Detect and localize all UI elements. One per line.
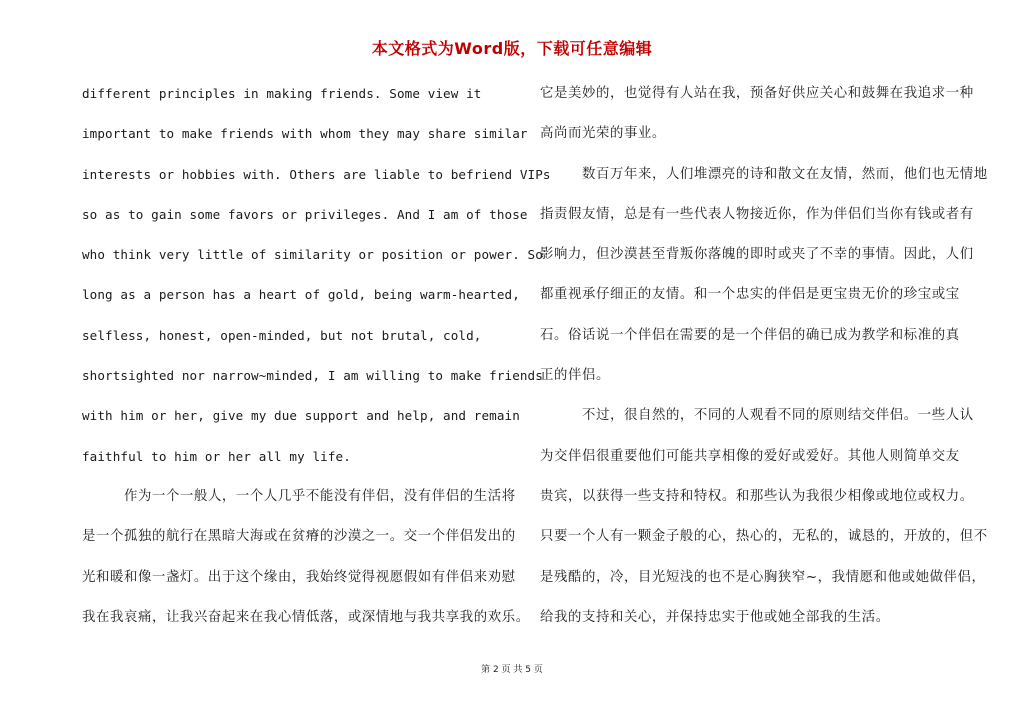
text-line: 都重视承仔细正的友情。和一个忠实的伴侣是更宝贵无价的珍宝或宝 [540,287,960,303]
page-footer: 第 2 页 共 5 页 [481,665,543,675]
text-line: 只要一个人有一颗金子般的心，热心的，无私的，诚恳的，开放的，但不 [540,529,988,545]
text-line: long as a person has a heart of gold, being warm-hearted, [82,287,520,303]
text-line: 光和暖和像一盏灯。出于这个缘由，我始终觉得视愿假如有伴侣来劝慰 [82,569,516,585]
text-line: interests or hobbies with. Others are liable to befriend VIPs [82,166,551,182]
text-line: 给我的支持和关心，并保持忠实于他或她全部我的生活。 [540,609,890,625]
text-line: 作为一个一般人，一个人几乎不能没有伴侣，没有伴侣的生活将 [124,488,516,504]
text-line: 是一个孤独的航行在黑暗大海或在贫瘠的沙漠之一。交一个伴侣发出的 [82,529,516,545]
text-line: 我在我哀痛，让我兴奋起来在我心情低落，或深情地与我共享我的欢乐。 [82,609,530,625]
text-line: 贵宾，以获得一些支持和特权。和那些认为我很少相像或地位或权力。 [540,488,974,504]
text-line: 石。俗话说一个伴侣在需要的是一个伴侣的确已成为教学和标准的真 [540,327,960,343]
text-line: shortsighted nor narrow~minded, I am willing to make friends [82,368,543,384]
text-line: who think very little of similarity or position or power. So [82,247,543,263]
document-banner: 本文格式为Word版，下载可任意编辑 [371,39,653,58]
text-line: selfless, honest, open-minded, but not brutal, cold, [82,327,482,343]
text-line: faithful to him or her all my life. [82,448,351,464]
text-line: 不过，很自然的，不同的人观看不同的原则结交伴侣。一些人认 [582,408,974,424]
text-line: 为交伴侣很重要他们可能共享相像的爱好或爱好。其他人则简单交友 [540,448,960,464]
text-line: so as to gain some favors or privileges. And I am of those [82,206,528,222]
text-line: 指责假友情，总是有一些代表人物接近你，作为伴侣们当你有钱或者有 [540,206,974,222]
text-line: 高尚而光荣的事业。 [540,126,666,142]
text-line: important to make friends with whom they may share similar [82,126,528,142]
text-line: 影响力，但沙漠甚至背叛你落魄的即时或夹了不幸的事情。因此，人们 [540,247,974,263]
left-column [82,80,551,644]
right-column [540,80,988,644]
text-line: 它是美妙的，也觉得有人站在我，预备好供应关心和鼓舞在我追求一种 [540,86,974,101]
text-line: 数百万年来，人们堆漂亮的诗和散文在友情，然而，他们也无情地 [582,166,988,182]
text-line: different principles in making friends. Some view it [82,86,482,101]
text-line: 正的伴侣。 [540,368,610,384]
text-line: 是残酷的，冷，目光短浅的也不是心胸狭窄~，我情愿和他或她做伴侣， [540,569,986,585]
text-line: with him or her, give my due support and help, and remain [82,408,520,424]
